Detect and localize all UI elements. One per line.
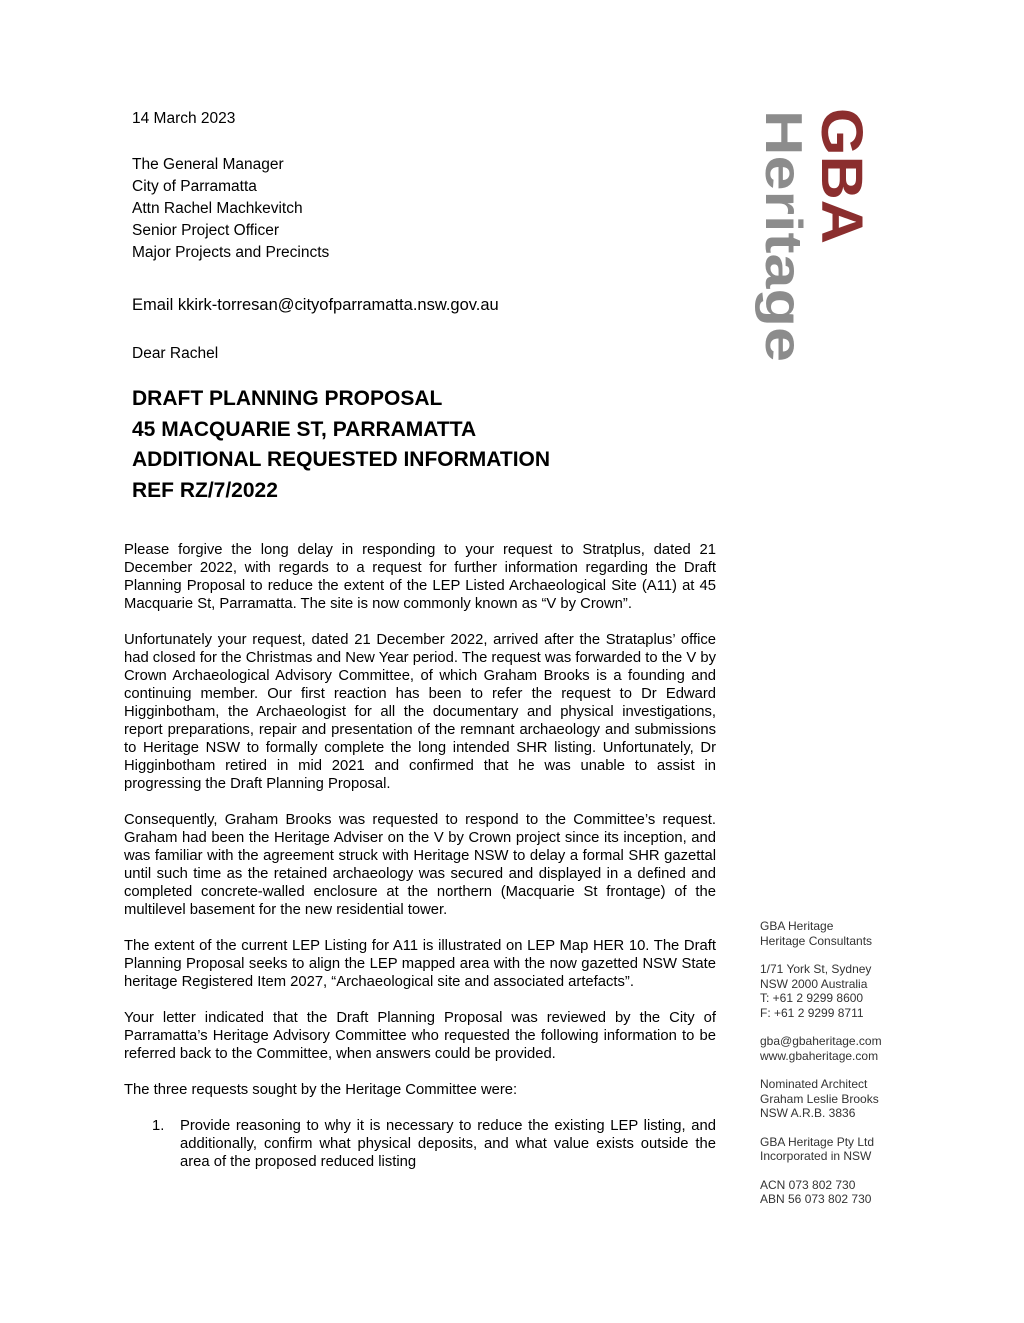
salutation: Dear Rachel [132, 345, 219, 362]
letter-heading [132, 384, 550, 506]
nominated-architect-group [760, 1077, 882, 1121]
recipient-line: Major Projects and Precincts [132, 244, 330, 261]
sidebar-line: Heritage Consultants [760, 933, 873, 948]
sidebar-line: GBA Heritage [760, 919, 834, 933]
recipient-line: The General Manager [132, 156, 284, 173]
heading-line: ADDITIONAL REQUESTED INFORMATION [132, 448, 551, 471]
body-paragraph: The three requests sought by the Heritage Committee were: [124, 1082, 518, 1098]
company-details-sidebar [760, 919, 882, 1221]
heading-line: 45 MACQUARIE ST, PARRAMATTA [132, 417, 477, 441]
recipient-line: City of Parramatta [132, 178, 257, 195]
gba-heritage-logo [754, 106, 880, 366]
sidebar-line: Nominated Architect [760, 1077, 868, 1091]
company-numbers-group [760, 1178, 882, 1207]
sidebar-line: GBA Heritage Pty Ltd [760, 1134, 875, 1149]
sidebar-line: gba@gbaheritage.com [760, 1034, 882, 1048]
recipient-email: Email kkirk-torresan@cityofparramatta.nsw.gov.au [132, 296, 499, 314]
body-paragraph: Unfortunately your request, dated 21 December 2022, arrived after the Strataplus’ office had closed for the Christmas and New Year period. The request was forwarded to the V by Crown Archaeological Advisory Committee, of which Graham Brooks is a founding and continuing member. Our first reaction has been to refer the request to Dr Edward Higginbotham, the Archaeologist for all the documentary and physical investigations, report preparations, repair and presentation of the remnant archaeology and submissions to Heritage NSW to formally complete the long intended SHR listing. Unfortunately, Dr Higginbotham retired in mid 2021 and confirmed that he was unable to assist in progressing the Draft Planning Proposal. [124, 632, 716, 792]
sidebar-line: Graham Leslie Brooks [760, 1091, 879, 1106]
sidebar-line: 1/71 York St, Sydney [760, 962, 872, 976]
company-incorporation-group [760, 1135, 882, 1164]
list-item [124, 1117, 716, 1171]
recipient-line: Senior Project Officer [132, 222, 280, 239]
recipient-address [132, 154, 329, 264]
body-paragraph: Your letter indicated that the Draft Planning Proposal was reviewed by the City of Parramatta’s Heritage Advisory Committee who requested the following information to be referred back to the Committee, when answers could be provided. [124, 1010, 716, 1062]
sidebar-line: ACN 073 802 730 [760, 1177, 856, 1192]
sidebar-line: T: +61 2 9299 8600 [760, 991, 864, 1005]
company-name-group [760, 919, 882, 948]
heading-line: DRAFT PLANNING PROPOSAL [132, 387, 443, 410]
sidebar-line: F: +61 2 9299 8711 [760, 1005, 864, 1020]
recipient-line: Attn Rachel Machkevitch [132, 200, 303, 217]
body-paragraph: Consequently, Graham Brooks was requested to respond to the Committee’s request. Graham had been the Heritage Adviser on the V by Crown project since its inception, and was familiar with the agreement struck with Heritage NSW to delay a formal SHR gazettal until such time as the retained archaeology was secured and displayed in a defined and completed concrete-walled enclosure at the northern (Macquarie St frontage) of the multilevel basement for the new residential tower. [124, 812, 716, 918]
sidebar-line: NSW A.R.B. 3836 [760, 1106, 856, 1120]
company-address-group [760, 962, 882, 1020]
body-paragraph: The extent of the current LEP Listing for A11 is illustrated on LEP Map HER 10. The Draft Planning Proposal seeks to align the LEP mapped area with the now gazetted NSW State heritage Registered Item 2027, “Archaeological site and associated artefacts”. [124, 938, 716, 990]
logo-gba-text: GBA [809, 108, 874, 237]
logo-heritage-text: Heritage [754, 110, 812, 319]
letter-body [124, 541, 716, 1171]
letter-date: 14 March 2023 [132, 110, 236, 127]
body-paragraph: Please forgive the long delay in responding to your request to Stratplus, dated 21 December 2022, with regards to a request for further information regarding the Draft Planning Proposal to reduce the extent of the LEP Listed Archaeological Site (A11) at 45 Macquarie St, Parramatta. The site is now commonly known as “V by Crown”. [124, 542, 716, 612]
sidebar-line: www.gbaheritage.com [760, 1048, 879, 1063]
sidebar-line: Incorporated in NSW [760, 1149, 872, 1163]
list-item-number: 1. [152, 1118, 165, 1134]
sidebar-line: NSW 2000 Australia [760, 976, 868, 991]
sidebar-line: ABN 56 073 802 730 [760, 1192, 872, 1206]
company-contact-group [760, 1034, 882, 1063]
request-list [124, 1117, 716, 1171]
heading-line: REF RZ/7/2022 [132, 478, 278, 502]
list-item-text: Provide reasoning to why it is necessary to reduce the existing LEP listing, and additionally, confirm what physical deposits, and what value exists outside the area of the proposed reduced listing [180, 1118, 716, 1170]
